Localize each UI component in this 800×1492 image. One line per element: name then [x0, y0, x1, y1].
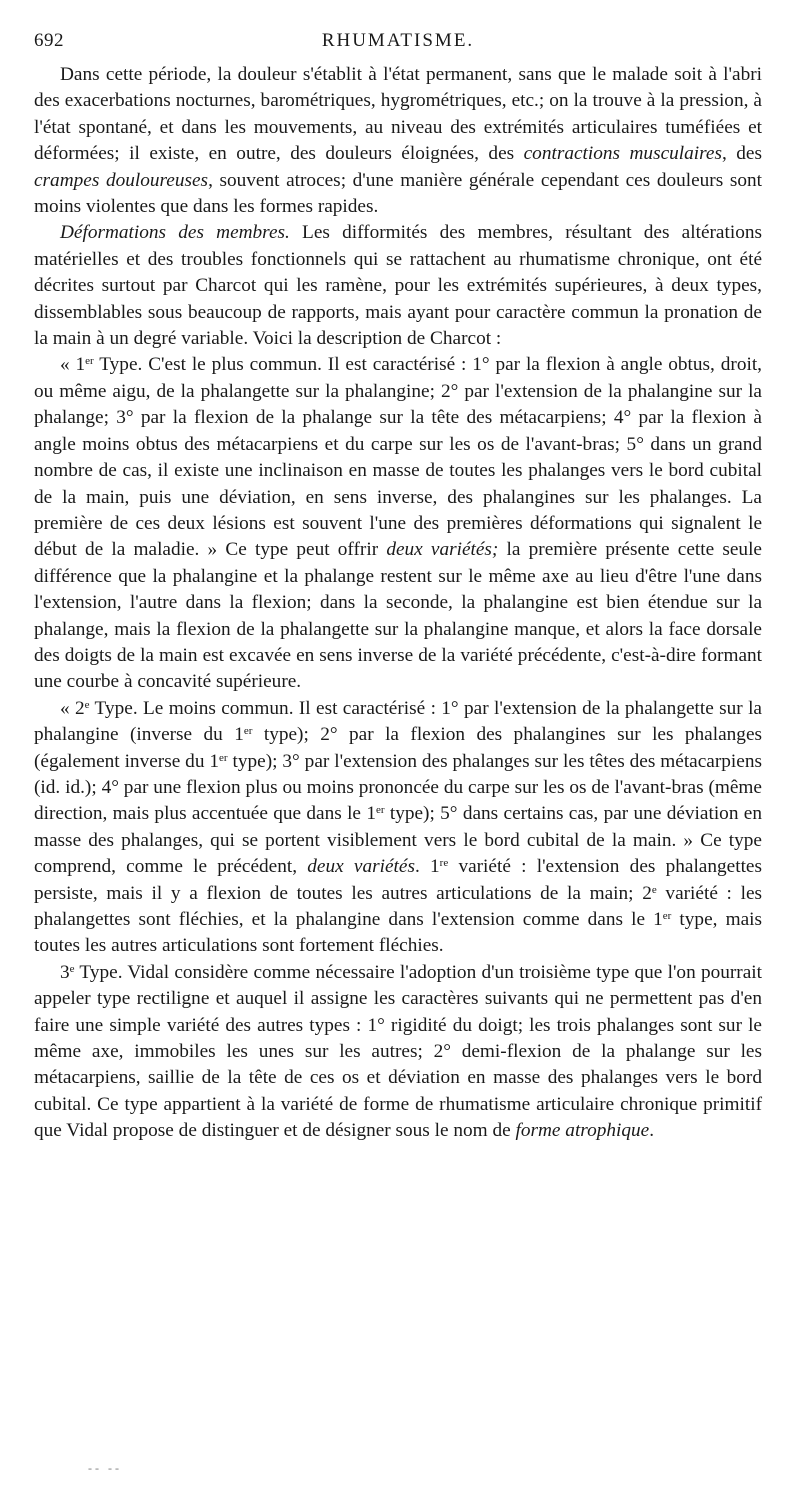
paragraph-type-1: « 1er Type. C'est le plus commun. Il est caractérisé : 1° par la flexion à angle obtus, droit, ou même aigu, de la phalangette sur la phalangine; 2° par l'extension de la phalangine sur la phalange; 3° par la flexion de la phalange sur la tête des métacarpiens; 4° par la flexion à angle moins obtus des métacarpiens et du carpe sur les os de l'avant-bras; 5° dans un grand nombre de cas, il existe une inclinaison en masse de toutes les phalanges vers le bord cubital de la main, puis une déviation, en sens inverse, des phalangines sur les phalanges. La première de ces deux lésions est souvent l'une des premières déformations qui signalent le début de la maladie. » Ce type peut offrir deux variétés; la première présente cette seule différence que la phalangine et la phalange restent sur le même axe au lieu d'être l'une dans l'extension, l'autre dans la flexion; dans la seconde, la phalangine est bien étendue sur la phalange, mais la flexion de la phalangette sur la phalangine manque, et alors la face dorsale des doigts de la main est excavée en sens inverse de la variété précédente, c'est-à-dire formant une courbe à concavité supérieure.: [34, 354, 762, 693]
page-header: [34, 28, 762, 58]
book-page: [34, 28, 762, 1145]
running-title: RHUMATISME.: [321, 30, 475, 51]
emphasis: deux variétés;: [386, 539, 499, 561]
page-number: 692: [34, 30, 64, 51]
paragraph-deformations: Déformations des membres. Les difformités des membres, résultant des altérations matérielles et des troubles fonctionnels qui se rattachent au rhumatisme chronique, ont été décrites surtout par Charcot qui les ramène, pour les extrémités supérieures, à deux types, dissemblables sous beaucoup de rapports, mais ayant pour caractère commun la pronation de la main à un degré variable. Voici la description de Charcot :: [34, 222, 762, 350]
footer-marks: -- --: [88, 1461, 122, 1475]
paragraph-type-3: 3e Type. Vidal considère comme nécessaire l'adoption d'un troisième type que l'on pourrait appeler type rectiligne et auquel il assigne les caractères suivants qui ne permettent pas d'en faire une simple variété des autres types : 1° rigidité du doigt; les trois phalanges sont sur le même axe, immobiles les unes sur les autres; 2° demi-flexion de la phalange sur les métacarpiens, saillie de la tête de ces os et déviation en masse des phalanges vers le bord cubital. Ce type appartient à la variété de forme de rhumatisme articulaire chronique primitif que Vidal propose de distinguer et de désigner sous le nom de forme atrophique.: [34, 961, 762, 1142]
emphasis: crampes douloureuses: [34, 169, 209, 191]
emphasis: contractions musculaires: [523, 143, 722, 165]
section-heading: Déformations des membres.: [60, 222, 290, 244]
body-text: [34, 62, 762, 1145]
paragraph-douleur: Dans cette période, la douleur s'établit à l'état permanent, sans que le malade soit à l'abri des exacerbations nocturnes, barométriques, hygrométriques, etc.; on la trouve à la pression, à l'état spontané, et dans les mouvements, au niveau des extrémités articulaires tuméfiées et déformées; il existe, en outre, des douleurs éloignées, des contractions musculaires, des crampes douloureuses, souvent atroces; d'une manière générale cependant ces douleurs sont moins violentes que dans les formes rapides.: [34, 64, 762, 218]
emphasis: forme atrophique: [515, 1120, 650, 1142]
emphasis: deux variétés: [307, 856, 415, 878]
paragraph-type-2: « 2e Type. Le moins commun. Il est caractérisé : 1° par l'extension de la phalangette sur la phalangine (inverse du 1er type); 2° par la flexion des phalangines sur les phalanges (également inverse du 1er type); 3° par l'extension des phalanges sur les têtes des métacarpiens (id. id.); 4° par une flexion plus ou moins prononcée du carpe sur les os de l'avant-bras (même direction, mais plus accentuée que dans le 1er type); 5° dans certains cas, par une déviation en masse des phalanges, qui se portent visiblement vers le bord cubital de la main. » Ce type comprend, comme le précédent, deux variétés. 1re variété : l'extension des phalangettes persiste, mais il y a flexion de toutes les autres articulations de la main; 2e variété : les phalangettes sont fléchies, et la phalangine dans l'extension comme dans le 1er type, mais toutes les autres articulations sont fortement fléchies.: [34, 697, 763, 957]
